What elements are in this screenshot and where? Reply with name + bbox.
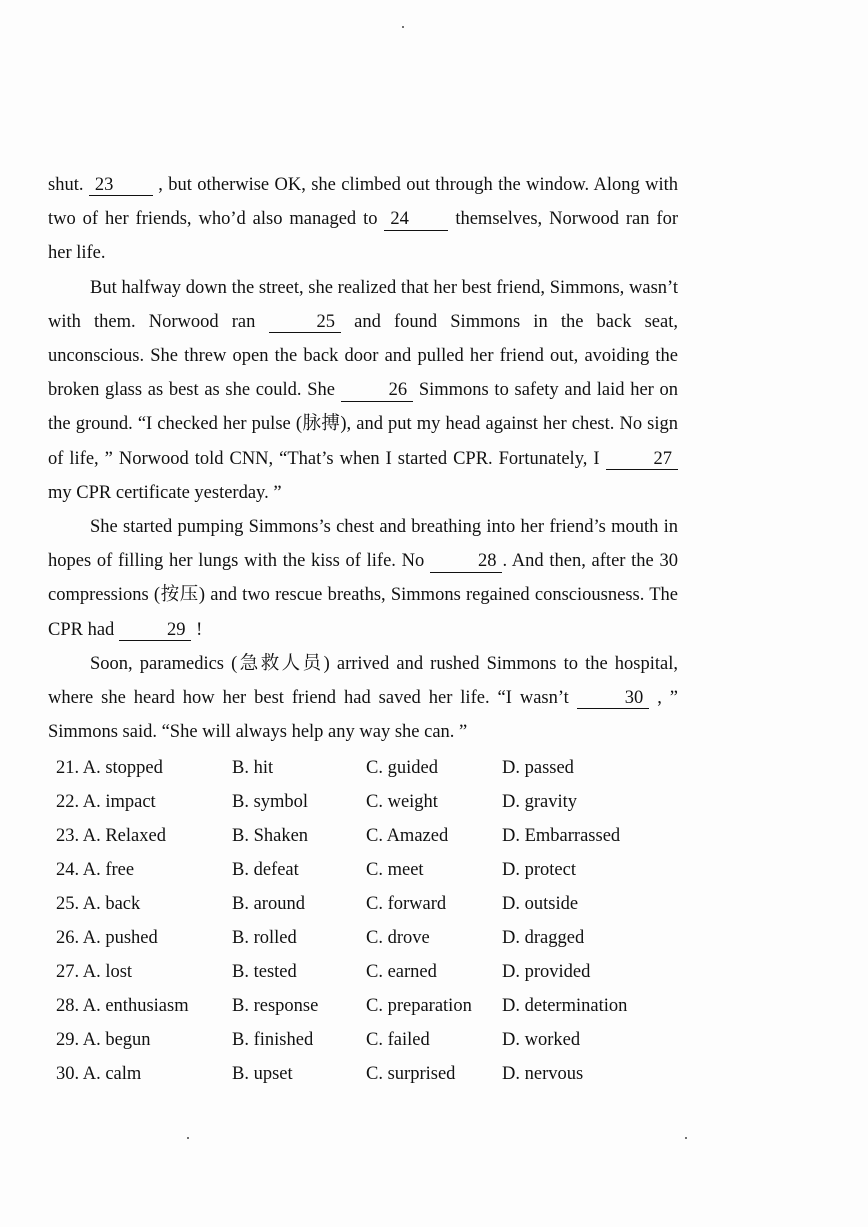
option-c: C. preparation (366, 996, 472, 1016)
blank-24: 24 (384, 209, 448, 230)
answer-options (56, 751, 676, 1091)
option-b: B. tested (232, 962, 297, 982)
option-row (56, 751, 676, 785)
option-a: 29. A. begun (56, 1030, 151, 1050)
option-a: 24. A. free (56, 860, 135, 880)
option-b: B. Shaken (232, 826, 309, 846)
option-b: B. finished (232, 1030, 314, 1050)
option-row (56, 853, 676, 887)
option-a: 27. A. lost (56, 962, 133, 982)
passage-text: . And then, after the 30 compressions (按压) and two rescue breaths, Simmons regained consciousness. The CPR had (48, 551, 678, 640)
option-d: D. worked (502, 1030, 581, 1050)
cloze-passage (48, 168, 678, 749)
option-d: D. Embarrassed (502, 826, 621, 846)
option-a: 26. A. pushed (56, 928, 158, 948)
paragraph-3 (48, 510, 678, 647)
option-a: 21. A. stopped (56, 758, 163, 778)
blank-30: 30 (577, 688, 650, 709)
option-row (56, 989, 676, 1023)
blank-23: 23 (89, 175, 153, 196)
option-a: 28. A. enthusiasm (56, 996, 189, 1016)
option-a: 30. A. calm (56, 1064, 142, 1084)
option-c: C. guided (366, 758, 438, 778)
paragraph-1 (48, 168, 678, 271)
option-d: D. nervous (502, 1064, 584, 1084)
option-d: D. passed (502, 758, 574, 778)
option-row (56, 819, 676, 853)
passage-text: But halfway down the street, she realized that her best friend, Simmons, wasn’t with them. Norwood ran (48, 277, 678, 332)
option-c: C. weight (366, 792, 438, 812)
option-d: D. outside (502, 894, 579, 914)
passage-text: , ” Simmons said. “She will always help any way she can. ” (48, 688, 678, 743)
option-d: D. provided (502, 962, 591, 982)
scan-speck (187, 1137, 189, 1139)
option-row (56, 887, 676, 921)
passage-text: and found Simmons in the back seat, unconscious. She threw open the back door and pulled her friend out, avoiding the broken glass as best as she could. She (48, 311, 678, 401)
option-c: C. earned (366, 962, 437, 982)
blank-29: 29 (119, 620, 192, 641)
option-d: D. gravity (502, 792, 578, 812)
blank-27: 27 (606, 449, 679, 470)
scan-speck (402, 26, 404, 28)
paragraph-2 (48, 271, 678, 510)
passage-text: shut. (48, 175, 89, 195)
option-d: D. protect (502, 860, 576, 880)
passage-text: my CPR certificate yesterday. ” (48, 482, 282, 503)
option-b: B. around (232, 894, 305, 914)
option-row (56, 785, 676, 819)
option-c: C. forward (366, 894, 447, 914)
option-a: 25. A. back (56, 894, 141, 914)
option-a: 23. A. Relaxed (56, 826, 166, 846)
option-d: D. dragged (502, 928, 585, 948)
option-a: 22. A. impact (56, 792, 156, 812)
option-row (56, 955, 676, 989)
passage-text: Soon, paramedics (急救人员) arrived and rushed Simmons to the hospital, where she heard how her best friend had saved her life. “I wasn’t (48, 653, 678, 709)
passage-text: Simmons to safety and laid her on the ground. “I checked her pulse (脉搏), and put my head against her chest. No sign of life, ” Norwood told CNN, “That’s when I started CPR. Fortunately, I (48, 380, 678, 469)
blank-25: 25 (269, 312, 342, 333)
blank-26: 26 (341, 380, 414, 401)
passage-text: ! (191, 619, 203, 640)
option-c: C. surprised (366, 1064, 456, 1084)
option-c: C. Amazed (366, 826, 449, 846)
scan-speck (685, 1137, 687, 1139)
option-d: D. determination (502, 996, 628, 1016)
option-row (56, 1057, 676, 1091)
option-c: C. failed (366, 1030, 430, 1050)
option-c: C. drove (366, 928, 430, 948)
option-b: B. defeat (232, 860, 299, 880)
option-row (56, 921, 676, 955)
option-b: B. rolled (232, 928, 297, 948)
option-c: C. meet (366, 860, 424, 880)
blank-28: 28 (430, 551, 503, 572)
passage-text: , but otherwise OK, she climbed out through the window. Along with two of her friends, who’d also managed to (48, 175, 679, 230)
option-b: B. upset (232, 1064, 293, 1084)
passage-text: She started pumping Simmons’s chest and breathing into her friend’s mouth in hopes of filling her lungs with the kiss of life. No (48, 517, 678, 572)
option-b: B. hit (232, 758, 274, 778)
passage-text: themselves, Norwood ran for her life. (48, 209, 679, 264)
option-b: B. symbol (232, 792, 309, 812)
option-b: B. response (232, 996, 319, 1016)
option-row (56, 1023, 676, 1057)
paragraph-4 (48, 647, 678, 750)
